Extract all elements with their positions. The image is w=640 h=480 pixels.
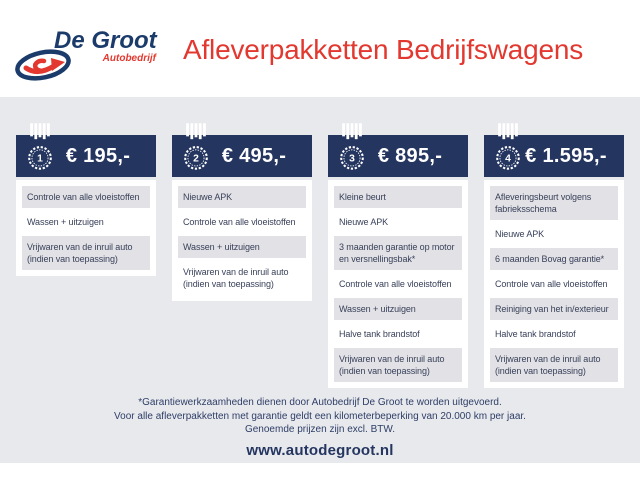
package-item: Wassen + uitzuigen — [334, 298, 462, 320]
package-header — [484, 135, 624, 177]
package-price: € 495,- — [221, 144, 287, 167]
package-item: 6 maanden Bovag garantie* — [490, 248, 618, 270]
package-item: Nieuwe APK — [334, 211, 462, 233]
medal-ribbon-icon — [337, 123, 367, 175]
company-logo — [14, 24, 164, 82]
package-item: Controle van alle vloeistoffen — [334, 273, 462, 295]
logo-subtitle: Autobedrijf — [102, 53, 156, 64]
packages-section — [0, 97, 640, 463]
package-item: Vrijwaren van de inruil auto (indien van toepassing) — [178, 261, 306, 295]
package-column-4 — [484, 135, 624, 388]
package-price: € 195,- — [65, 144, 131, 167]
package-item: Afleveringsbeurt volgens fabrieksschema — [490, 186, 618, 220]
package-item: Wassen + uitzuigen — [178, 236, 306, 258]
disclaimer-line: Genoemde prijzen zijn excl. BTW. — [244, 424, 396, 435]
package-item: Controle van alle vloeistoffen — [490, 273, 618, 295]
header — [0, 0, 640, 97]
package-item: Reiniging van het in/exterieur — [490, 298, 618, 320]
medal-rank: 2 — [193, 153, 199, 165]
package-item: Vrijwaren van de inruil auto (indien van toepassing) — [490, 348, 618, 382]
website-link[interactable]: www.autodegroot.nl — [246, 442, 394, 459]
package-item: Vrijwaren van de inruil auto (indien van toepassing) — [334, 348, 462, 382]
package-item: Wassen + uitzuigen — [22, 211, 150, 233]
package-item: Controle van alle vloeistoffen — [22, 186, 150, 208]
package-price: € 895,- — [377, 144, 443, 167]
package-item: Controle van alle vloeistoffen — [178, 211, 306, 233]
disclaimer-line: Voor alle afleverpakketten met garantie geldt een kilometerbeperking van 20.000 km per jaar. — [114, 410, 526, 422]
disclaimer-text — [0, 396, 640, 437]
package-item: Vrijwaren van de inruil auto (indien van toepassing) — [22, 236, 150, 270]
package-item: Kleine beurt — [334, 186, 462, 208]
package-column-2 — [172, 135, 312, 388]
package-price: € 1.595,- — [525, 144, 607, 167]
package-column-1 — [16, 135, 156, 388]
package-header — [172, 135, 312, 177]
logo-graphic — [14, 24, 164, 82]
logo-name: De Groot — [54, 27, 157, 54]
package-item-list — [328, 180, 468, 388]
package-columns — [0, 97, 640, 388]
medal-rank: 1 — [37, 153, 43, 165]
package-item: Halve tank brandstof — [334, 323, 462, 345]
package-item: Nieuwe APK — [490, 223, 618, 245]
medal-rank: 4 — [505, 153, 511, 165]
medal-ribbon-icon — [493, 123, 523, 175]
package-item-list — [16, 180, 156, 276]
package-item-list — [172, 180, 312, 301]
package-item: 3 maanden garantie op motor en versnellingsbak* — [334, 236, 462, 270]
medal-rank: 3 — [349, 153, 355, 165]
package-column-3 — [328, 135, 468, 388]
package-item: Nieuwe APK — [178, 186, 306, 208]
disclaimer-line: *Garantiewerkzaamheden dienen door Autobedrijf De Groot te worden uitgevoerd. — [138, 397, 502, 408]
medal-ribbon-icon — [25, 123, 55, 175]
package-item: Halve tank brandstof — [490, 323, 618, 345]
package-header — [328, 135, 468, 177]
package-header — [16, 135, 156, 177]
page-title: Afleverpakketten Bedrijfswagens — [183, 34, 584, 65]
medal-ribbon-icon — [181, 123, 211, 175]
package-item-list — [484, 180, 624, 388]
